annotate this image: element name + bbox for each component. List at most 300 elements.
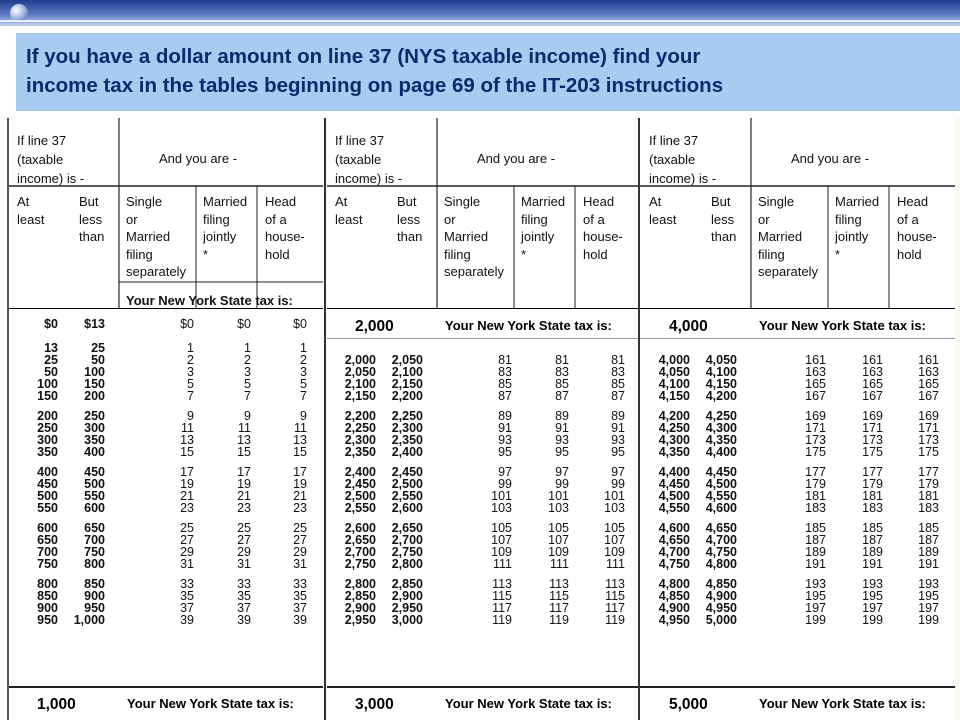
but-less-value: 2,500 <box>391 477 423 491</box>
single-tax: 13 <box>180 433 194 447</box>
at-least-value: $0 <box>44 317 58 331</box>
but-less-than-label: less <box>397 211 421 227</box>
but-less-value: 200 <box>84 389 105 403</box>
at-least-value: 2,350 <box>344 445 376 459</box>
table-header <box>641 118 955 309</box>
head-tax: 161 <box>918 353 939 367</box>
but-less-value: 4,450 <box>705 465 737 479</box>
married-tax: 187 <box>862 533 883 547</box>
bottom-rule <box>327 686 641 688</box>
but-less-value: 250 <box>84 409 105 423</box>
if-line-label: (taxable <box>335 152 382 167</box>
married-tax: 13 <box>237 433 251 447</box>
married-tax: $0 <box>237 317 251 331</box>
head-tax: 81 <box>611 353 625 367</box>
at-least-value: 25 <box>44 353 58 367</box>
married-tax: 31 <box>237 557 251 571</box>
tax-table-col2 <box>327 118 641 720</box>
married-tax: 167 <box>862 389 883 403</box>
table-row <box>9 318 323 330</box>
single-tax: 39 <box>180 613 194 627</box>
single-tax: 163 <box>805 365 826 379</box>
your-tax-label: Your New York State tax is: <box>759 318 926 333</box>
but-less-value: 2,650 <box>391 521 423 535</box>
table-row <box>9 446 323 458</box>
head-tax: 119 <box>605 613 625 627</box>
section-amount: 2,000 <box>355 318 394 335</box>
married-jointly-label: jointly <box>203 229 237 244</box>
at-least-label: least <box>335 211 363 227</box>
at-least-value: 4,750 <box>658 557 690 571</box>
married-tax: 113 <box>549 577 569 591</box>
at-least-value: 50 <box>44 365 58 379</box>
at-least-value: 4,950 <box>658 613 690 627</box>
at-least-value: 4,250 <box>658 421 690 435</box>
table-row <box>9 390 323 402</box>
your-tax-label: Your New York State tax is: <box>445 696 612 711</box>
single-tax: 17 <box>180 465 194 479</box>
section-amount: 5,000 <box>669 696 708 713</box>
single-tax: 161 <box>805 353 826 367</box>
but-less-value: 2,200 <box>391 389 423 403</box>
section-amount: 1,000 <box>37 696 76 713</box>
single-tax: 23 <box>180 501 194 515</box>
married-jointly-label: filing <box>835 211 862 227</box>
if-line-label: If line 37 <box>17 133 67 148</box>
at-least-value: 450 <box>37 477 58 491</box>
head-tax: 191 <box>918 557 939 571</box>
but-less-value: 4,900 <box>705 589 737 603</box>
your-tax-label: Your New York State tax is: <box>127 696 294 711</box>
head-tax: 105 <box>604 521 625 535</box>
head-tax: 181 <box>918 489 939 503</box>
but-less-value: 450 <box>84 465 105 479</box>
head-tax: 171 <box>918 421 939 435</box>
head-tax: 7 <box>300 389 307 403</box>
but-less-value: 4,300 <box>705 421 737 435</box>
but-less-value: 3,000 <box>391 613 423 627</box>
tax-table-sheet <box>7 118 960 720</box>
at-least-value: 2,050 <box>344 365 376 379</box>
head-of-household-label: house- <box>265 229 305 244</box>
head-of-household-label: hold <box>265 246 290 262</box>
married-tax: 83 <box>555 365 569 379</box>
at-least-value: 4,500 <box>658 489 690 503</box>
married-tax: 7 <box>244 389 251 403</box>
but-less-value: 850 <box>84 577 105 591</box>
head-tax: 31 <box>293 557 307 571</box>
at-least-value: 4,300 <box>658 433 690 447</box>
married-tax: 89 <box>555 409 569 423</box>
but-less-value: $13 <box>84 317 105 331</box>
married-jointly-label: Married <box>835 194 880 209</box>
single-tax: 165 <box>805 377 826 391</box>
single-tax: 21 <box>180 489 194 503</box>
but-less-value: 4,150 <box>705 377 737 391</box>
married-tax: 29 <box>237 545 251 559</box>
married-tax: 109 <box>548 545 569 559</box>
table-header <box>327 118 641 309</box>
at-least-value: 4,550 <box>658 501 690 515</box>
but-less-than-label: But <box>79 194 99 209</box>
single-tax: 3 <box>187 365 194 379</box>
married-tax: 11 <box>238 421 251 435</box>
head-tax: 185 <box>918 521 939 535</box>
head-tax: 29 <box>293 545 307 559</box>
at-least-value: 600 <box>37 521 58 535</box>
married-jointly-label: filing <box>203 211 230 227</box>
married-tax: 199 <box>862 613 883 627</box>
married-tax: 175 <box>862 445 883 459</box>
at-least-value: 2,300 <box>344 433 376 447</box>
at-least-label: least <box>649 211 677 227</box>
at-least-value: 300 <box>37 433 58 447</box>
but-less-value: 2,050 <box>391 353 423 367</box>
at-least-value: 650 <box>37 533 58 547</box>
single-tax: 83 <box>498 365 512 379</box>
table-row <box>641 502 955 514</box>
single-tax: 183 <box>805 501 826 515</box>
but-less-value: 5,000 <box>705 613 737 627</box>
single-tax: 19 <box>180 477 194 491</box>
head-tax: 83 <box>611 365 625 379</box>
head-tax: 183 <box>918 501 939 515</box>
single-tax: 31 <box>180 557 194 571</box>
at-least-value: 400 <box>37 465 58 479</box>
but-less-value: 500 <box>84 477 105 491</box>
but-less-value: 4,200 <box>705 389 737 403</box>
married-tax: 197 <box>862 601 883 615</box>
title-line-2: income tax in the tables beginning on page 69 of the IT-203 instructions <box>26 74 724 97</box>
single-tax: 175 <box>805 445 826 459</box>
married-tax: 193 <box>862 577 883 591</box>
but-less-value: 4,550 <box>705 489 737 503</box>
single-tax: $0 <box>180 317 194 331</box>
head-of-household-label: Head <box>897 194 929 209</box>
at-least-value: 4,050 <box>658 365 690 379</box>
but-less-value: 4,750 <box>705 545 737 559</box>
head-tax: 11 <box>294 421 307 435</box>
head-tax: 175 <box>918 445 939 459</box>
head-tax: 97 <box>611 465 625 479</box>
married-tax: 2 <box>244 353 251 367</box>
married-tax: 101 <box>548 489 569 503</box>
slide-title <box>16 33 960 111</box>
head-tax: 25 <box>293 521 307 535</box>
single-tax: 119 <box>492 613 512 627</box>
married-tax: 81 <box>555 353 569 367</box>
table-row <box>9 558 323 570</box>
but-less-than-label: than <box>711 229 737 244</box>
head-tax: 87 <box>611 389 625 403</box>
single-tax: 33 <box>180 577 194 591</box>
head-tax: 13 <box>293 433 307 447</box>
table-header <box>9 118 323 309</box>
single-label: filing <box>126 246 153 262</box>
at-least-value: 2,900 <box>344 601 376 615</box>
but-less-value: 650 <box>84 521 105 535</box>
next-section-header <box>641 690 955 720</box>
at-least-value: 2,250 <box>344 421 376 435</box>
married-tax: 189 <box>862 545 883 559</box>
at-least-value: 700 <box>37 545 58 559</box>
but-less-value: 4,500 <box>705 477 737 491</box>
table-row <box>327 558 641 570</box>
but-less-value: 4,700 <box>705 533 737 547</box>
single-tax: 197 <box>805 601 826 615</box>
single-tax: 109 <box>491 545 512 559</box>
married-jointly-label: filing <box>521 211 548 227</box>
and-you-are-label: And you are - <box>791 151 870 166</box>
at-least-value: 2,400 <box>344 465 376 479</box>
next-section-header <box>327 690 641 720</box>
at-least-value: 2,850 <box>344 589 376 603</box>
married-tax: 27 <box>237 533 251 547</box>
section-amount: 3,000 <box>355 696 394 713</box>
married-tax: 91 <box>555 421 569 435</box>
head-tax: 115 <box>605 589 625 603</box>
panel-divider <box>638 118 640 720</box>
but-less-value: 700 <box>84 533 105 547</box>
head-tax: 101 <box>604 489 625 503</box>
married-tax: 25 <box>237 521 251 535</box>
single-tax: 99 <box>498 477 512 491</box>
single-tax: 173 <box>805 433 826 447</box>
single-tax: 171 <box>805 421 826 435</box>
if-line-label: income) is - <box>17 171 85 186</box>
single-tax: 85 <box>498 377 512 391</box>
head-tax: 27 <box>293 533 307 547</box>
single-tax: 89 <box>498 409 512 423</box>
head-tax: $0 <box>293 317 307 331</box>
but-less-value: 1,000 <box>73 613 105 627</box>
head-of-household-label: Head <box>265 194 297 209</box>
but-less-value: 2,850 <box>391 577 423 591</box>
at-least-value: 4,400 <box>658 465 690 479</box>
married-tax: 191 <box>862 557 883 571</box>
single-tax: 169 <box>805 409 826 423</box>
at-least-value: 2,500 <box>344 489 376 503</box>
at-least-label: At <box>335 194 348 209</box>
single-label: separately <box>758 264 818 279</box>
at-least-value: 2,700 <box>344 545 376 559</box>
single-tax: 11 <box>181 421 194 435</box>
at-least-value: 4,650 <box>658 533 690 547</box>
at-least-value: 2,200 <box>344 409 376 423</box>
but-less-value: 4,250 <box>705 409 737 423</box>
head-tax: 37 <box>293 601 307 615</box>
married-jointly-label: * <box>521 246 527 262</box>
at-least-value: 4,700 <box>658 545 690 559</box>
at-least-value: 750 <box>37 557 58 571</box>
single-label: filing <box>758 246 785 262</box>
married-tax: 99 <box>555 477 569 491</box>
single-tax: 191 <box>805 557 826 571</box>
single-tax: 97 <box>498 465 512 479</box>
head-tax: 165 <box>918 377 939 391</box>
table-row <box>641 558 955 570</box>
head-tax: 21 <box>293 489 307 503</box>
at-least-value: 2,550 <box>344 501 376 515</box>
but-less-value: 2,300 <box>391 421 423 435</box>
your-tax-label: Your New York State tax is: <box>759 696 926 711</box>
if-line-label: income) is - <box>649 171 717 186</box>
at-least-value: 950 <box>37 613 58 627</box>
head-tax: 107 <box>604 533 625 547</box>
head-of-household-label: hold <box>583 246 608 262</box>
single-tax: 93 <box>498 433 512 447</box>
married-tax: 105 <box>548 521 569 535</box>
head-tax: 187 <box>918 533 939 547</box>
head-of-household-label: of a <box>583 211 605 227</box>
but-less-value: 4,050 <box>705 353 737 367</box>
married-tax: 111 <box>549 557 569 571</box>
at-least-value: 2,800 <box>344 577 376 591</box>
married-tax: 183 <box>862 501 883 515</box>
at-least-value: 2,100 <box>344 377 376 391</box>
but-less-value: 2,450 <box>391 465 423 479</box>
single-tax: 37 <box>180 601 194 615</box>
head-tax: 117 <box>605 601 625 615</box>
head-of-household-label: house- <box>583 229 623 244</box>
at-least-label: least <box>17 211 45 227</box>
at-least-value: 4,600 <box>658 521 690 535</box>
married-tax: 165 <box>862 377 883 391</box>
table-row <box>327 390 641 402</box>
head-tax: 193 <box>918 577 939 591</box>
head-tax: 1 <box>300 341 307 355</box>
married-jointly-label: Married <box>521 194 566 209</box>
single-label: Married <box>126 229 171 244</box>
married-tax: 15 <box>237 445 251 459</box>
at-least-value: 200 <box>37 409 58 423</box>
at-least-value: 2,150 <box>344 389 376 403</box>
but-less-than-label: than <box>397 229 423 244</box>
head-tax: 93 <box>611 433 625 447</box>
head-tax: 91 <box>611 421 625 435</box>
but-less-value: 2,950 <box>391 601 423 615</box>
single-tax: 115 <box>492 589 512 603</box>
married-tax: 163 <box>862 365 883 379</box>
married-tax: 161 <box>862 353 883 367</box>
single-tax: 107 <box>491 533 512 547</box>
head-tax: 17 <box>293 465 307 479</box>
at-least-value: 100 <box>37 377 58 391</box>
single-tax: 111 <box>492 557 512 571</box>
table-row <box>327 614 641 626</box>
single-tax: 87 <box>498 389 512 403</box>
at-least-value: 4,350 <box>658 445 690 459</box>
married-tax: 21 <box>237 489 251 503</box>
but-less-value: 50 <box>91 353 105 367</box>
head-tax: 85 <box>611 377 625 391</box>
but-less-value: 4,600 <box>705 501 737 515</box>
head-tax: 15 <box>293 445 307 459</box>
head-tax: 19 <box>293 477 307 491</box>
single-tax: 95 <box>498 445 512 459</box>
married-tax: 107 <box>548 533 569 547</box>
head-tax: 95 <box>611 445 625 459</box>
single-tax: 29 <box>180 545 194 559</box>
but-less-value: 25 <box>91 341 105 355</box>
head-of-household-label: of a <box>897 211 919 227</box>
but-less-value: 550 <box>84 489 105 503</box>
but-less-value: 950 <box>84 601 105 615</box>
single-tax: 91 <box>498 421 512 435</box>
but-less-than-label: than <box>79 229 105 244</box>
single-label: Single <box>758 194 795 209</box>
next-section-header <box>9 690 323 720</box>
head-tax: 35 <box>293 589 307 603</box>
head-tax: 169 <box>918 409 939 423</box>
but-less-value: 900 <box>84 589 105 603</box>
at-least-value: 500 <box>37 489 58 503</box>
single-tax: 113 <box>492 577 512 591</box>
single-tax: 187 <box>805 533 826 547</box>
head-tax: 195 <box>918 589 939 603</box>
but-less-value: 4,850 <box>705 577 737 591</box>
married-tax: 5 <box>244 377 251 391</box>
married-tax: 1 <box>244 341 251 355</box>
if-line-label: If line 37 <box>335 133 385 148</box>
your-tax-label: Your New York State tax is: <box>445 318 612 333</box>
single-label: Single <box>126 194 163 209</box>
married-tax: 171 <box>862 421 883 435</box>
tax-table-col1 <box>9 118 323 720</box>
married-tax: 177 <box>862 465 883 479</box>
at-least-value: 4,200 <box>658 409 690 423</box>
married-tax: 117 <box>549 601 569 615</box>
married-jointly-label: Married <box>203 194 248 209</box>
head-of-household-label: Head <box>583 194 615 209</box>
single-tax: 117 <box>492 601 512 615</box>
single-tax: 167 <box>805 389 826 403</box>
at-least-value: 4,150 <box>658 389 690 403</box>
table-row <box>327 446 641 458</box>
but-less-value: 2,800 <box>391 557 423 571</box>
at-least-value: 4,800 <box>658 577 690 591</box>
single-tax: 25 <box>180 521 194 535</box>
married-tax: 173 <box>862 433 883 447</box>
but-less-value: 100 <box>84 365 105 379</box>
single-tax: 35 <box>180 589 194 603</box>
married-tax: 85 <box>555 377 569 391</box>
at-least-value: 4,100 <box>658 377 690 391</box>
married-jointly-label: * <box>203 246 209 262</box>
single-tax: 5 <box>187 377 194 391</box>
single-label: or <box>758 211 770 227</box>
married-tax: 97 <box>555 465 569 479</box>
if-line-label: income) is - <box>335 171 403 186</box>
married-jointly-label: jointly <box>835 229 869 244</box>
single-tax: 189 <box>805 545 826 559</box>
at-least-value: 2,750 <box>344 557 376 571</box>
but-less-value: 2,550 <box>391 489 423 503</box>
single-tax: 179 <box>805 477 826 491</box>
slide-top-bar <box>0 0 960 26</box>
but-less-value: 350 <box>84 433 105 447</box>
married-tax: 103 <box>548 501 569 515</box>
single-tax: 181 <box>805 489 826 503</box>
head-tax: 189 <box>918 545 939 559</box>
but-less-value: 2,700 <box>391 533 423 547</box>
single-label: separately <box>126 264 186 279</box>
married-tax: 3 <box>244 365 251 379</box>
table-row <box>641 614 955 626</box>
single-label: Married <box>444 229 489 244</box>
but-less-value: 4,950 <box>705 601 737 615</box>
but-less-value: 2,600 <box>391 501 423 515</box>
